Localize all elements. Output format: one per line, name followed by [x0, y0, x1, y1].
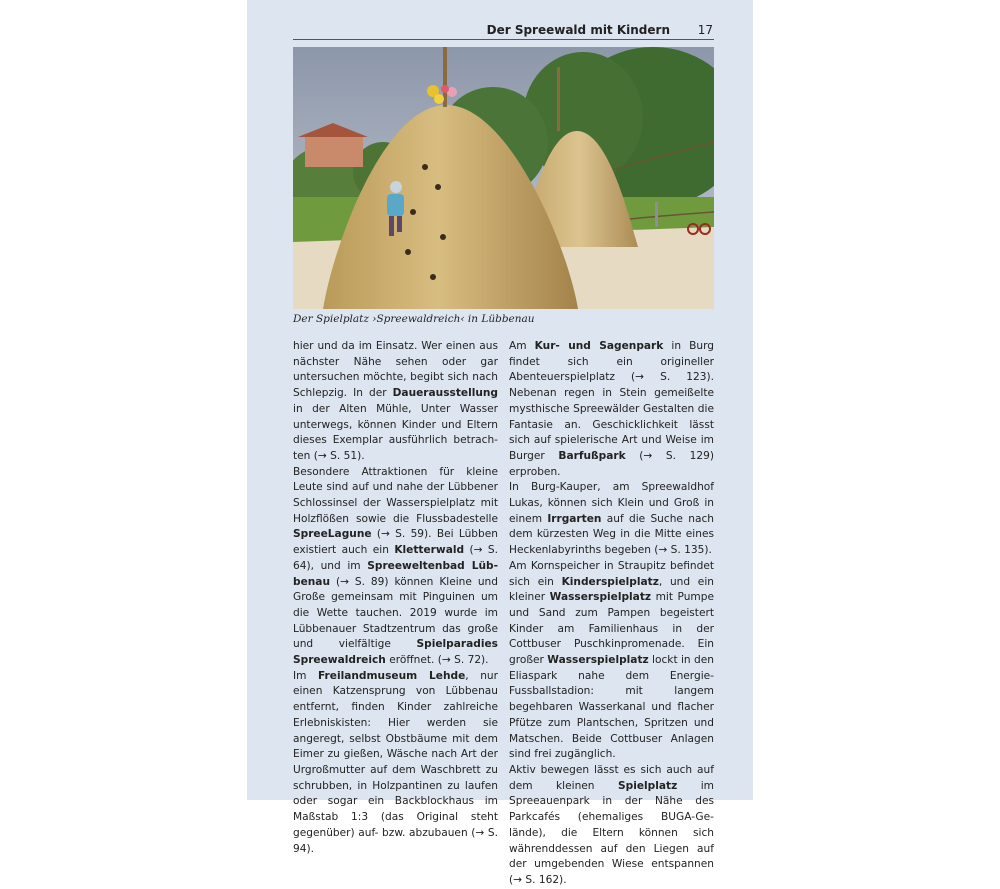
paragraph: Am Kornspeicher in Straupitz befindet sich ein Kinderspielplatz, und ein kleiner Wasserspielplatz mit Pumpe und Sand zum Pampen begeistert Kinder am Familienhaus in der Cottbuser Puschkinpromenade. Ein großer Wasserspielplatz lockt in den Eliaspark nahe dem Energie-Fussballstadion: mit langem begehbaren Wasserkanal und flacher Pfütze zum Plantschen, Spritzen und Matschen. Beide Cottbuser Anlagen sind frei zugänglich. — [509, 559, 714, 761]
book-page — [247, 0, 753, 886]
paragraph: Aktiv bewegen lässt es sich auch auf dem kleinen Spielplatz im Spreeauenpark in der Nähe des Parkcafés (ehemaliges BUGA-Gelände), die Eltern können sich währenddessen auf den Liegen auf der umgebenden Wiese entspannen (→ S. 162). — [509, 763, 714, 886]
page-number: 17 — [697, 23, 713, 37]
text-column-right — [509, 339, 714, 889]
paragraph: Im Freilandmuseum Lehde, nur einen Katzensprung von Lübbenau entfernt, finden Kinder zahlreiche Erlebniskisten: Hier werden sie angeregt, selbst Obstbäume mit dem Eimer zu gießen, Wäsche nach Art der Urgroßmutter auf dem Waschbrett zu schrubben, in Holzpantinen zu laufen oder sogar ein Backblockhaus im Maßstab 1:3 (das Original steht gegenüber) auf- bzw. abzubauen (→ S. 94). — [293, 669, 498, 855]
text-column-left — [293, 339, 498, 857]
paragraph: In Burg-Kauper, am Spreewaldhof Lukas, können sich Klein und Groß in einem Irrgarten auf die Suche nach dem kürzesten Weg in die Mitte eines Heckenlabyrinths begeben (→ S. 135). — [509, 481, 714, 557]
playground-photo — [293, 47, 714, 309]
paragraph: Besondere Attraktionen für kleine Leute sind auf und nahe der Lübbener Schlossinsel der Wasserspielplatz mit Holzflößen sowie die Flussbadestelle SpreeLagune (→ S. 59). Bei Lübben existiert auch ein Kletterwald (→ S. 64), und im Spreeweltenbad Lübbenau (→ S. 89) können Kleine und Große gemeinsam mit Pinguinen um die Wette tauchen. 2019 wurde im Lübbenauer Stadtzentrum das große und vielfältige Spielparadies Spreewaldreich eröffnet. (→ S. 72). — [293, 465, 498, 667]
paragraph: Am Kur- und Sagenpark in Burg findet sich ein origineller Abenteuerspielplatz (→ S. 123). Nebenan regen in Stein gemeißelte mysthische Spreewälder Gestalten die Fantasie an. Geschicklichkeit lässt sich auf spielerische Art und Weise im Burger Barfußpark (→ S. 129) erproben. — [509, 340, 714, 478]
photo-caption: Der Spielplatz ›Spreewaldreich‹ in Lübbenau — [293, 313, 535, 325]
paragraph: hier und da im Einsatz. Wer einen aus nächster Nähe sehen oder gar untersuchen möchte, begibt sich nach Schlepzig. In der Dauerausstellung in der Alten Mühle, Unter Wasser unterwegs, können Kinder und Eltern dieses Exemplar ausführlich betrachten (→ S. 51). — [293, 340, 498, 462]
running-header — [293, 22, 714, 40]
chapter-title: Der Spreewald mit Kindern — [486, 23, 670, 37]
